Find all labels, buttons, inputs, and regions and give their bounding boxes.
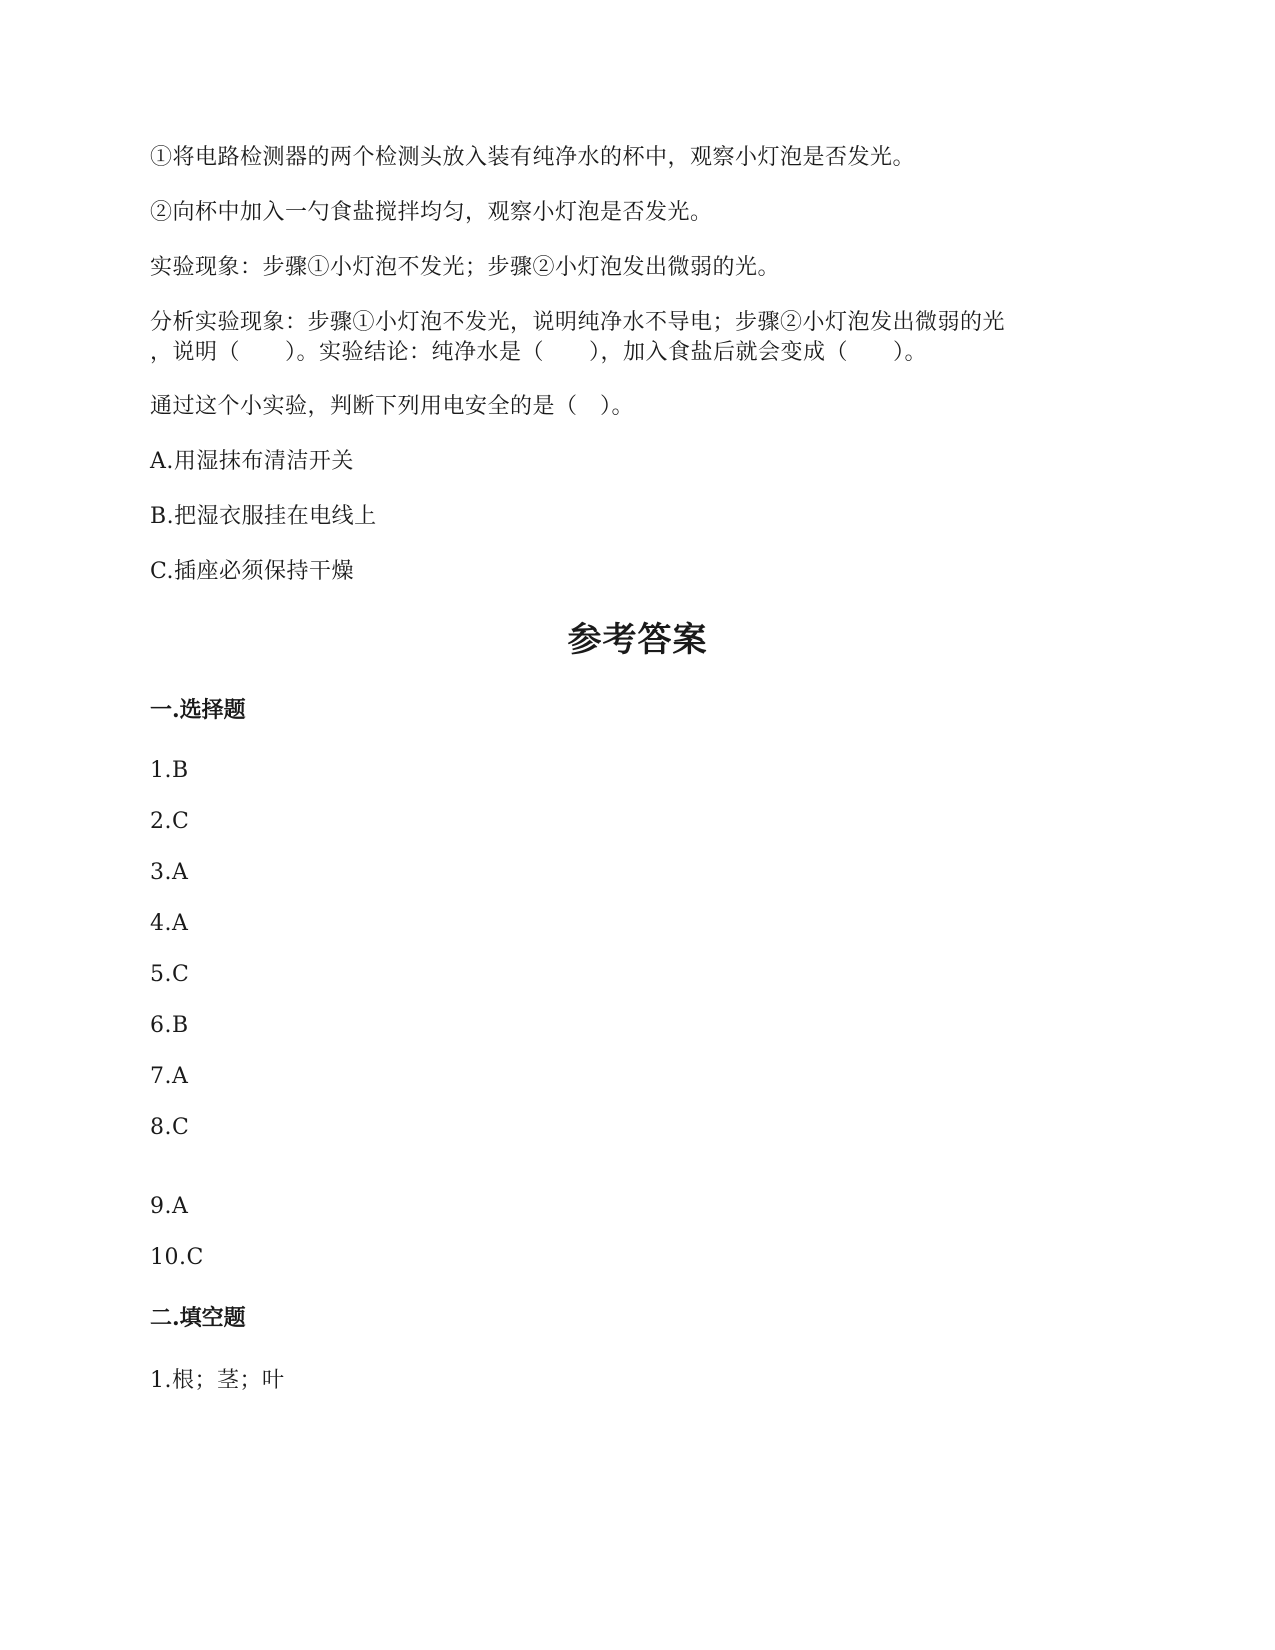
answer-item: 10.C bbox=[150, 1245, 204, 1270]
answer-item: 1.根；茎；叶 bbox=[150, 1368, 285, 1393]
option-b: B.把湿衣服挂在电线上 bbox=[150, 504, 377, 529]
option-a: A.用湿抹布清洁开关 bbox=[150, 449, 354, 474]
experiment-analysis-line-1: 分析实验现象：步骤①小灯泡不发光，说明纯净水不导电；步骤②小灯泡发出微弱的光 bbox=[150, 310, 1006, 335]
answer-item: 4.A bbox=[150, 911, 189, 936]
answer-key-title: 参考答案 bbox=[567, 620, 708, 660]
section-fill-heading: 二.填空题 bbox=[150, 1305, 246, 1331]
answer-item: 7.A bbox=[150, 1064, 189, 1089]
answer-item: 8.C bbox=[150, 1115, 190, 1140]
answer-item: 3.A bbox=[150, 860, 189, 885]
experiment-phenomenon: 实验现象：步骤①小灯泡不发光；步骤②小灯泡发出微弱的光。 bbox=[150, 255, 781, 280]
answer-item: 5.C bbox=[150, 962, 190, 987]
question-prompt: 通过这个小实验，判断下列用电安全的是（ ）。 bbox=[150, 394, 635, 419]
answer-item: 1.B bbox=[150, 758, 189, 783]
answer-item: 6.B bbox=[150, 1013, 189, 1038]
experiment-step-2: ②向杯中加入一勺食盐搅拌均匀，观察小灯泡是否发光。 bbox=[150, 200, 713, 225]
experiment-analysis-line-2: ，说明（ ）。实验结论：纯净水是（ ），加入食盐后就会变成（ ）。 bbox=[150, 340, 928, 365]
answer-item: 2.C bbox=[150, 809, 190, 834]
answer-item: 9.A bbox=[150, 1194, 189, 1219]
option-c: C.插座必须保持干燥 bbox=[150, 559, 355, 584]
section-choice-heading: 一.选择题 bbox=[150, 697, 246, 723]
experiment-step-1: ①将电路检测器的两个检测头放入装有纯净水的杯中，观察小灯泡是否发光。 bbox=[150, 145, 916, 170]
